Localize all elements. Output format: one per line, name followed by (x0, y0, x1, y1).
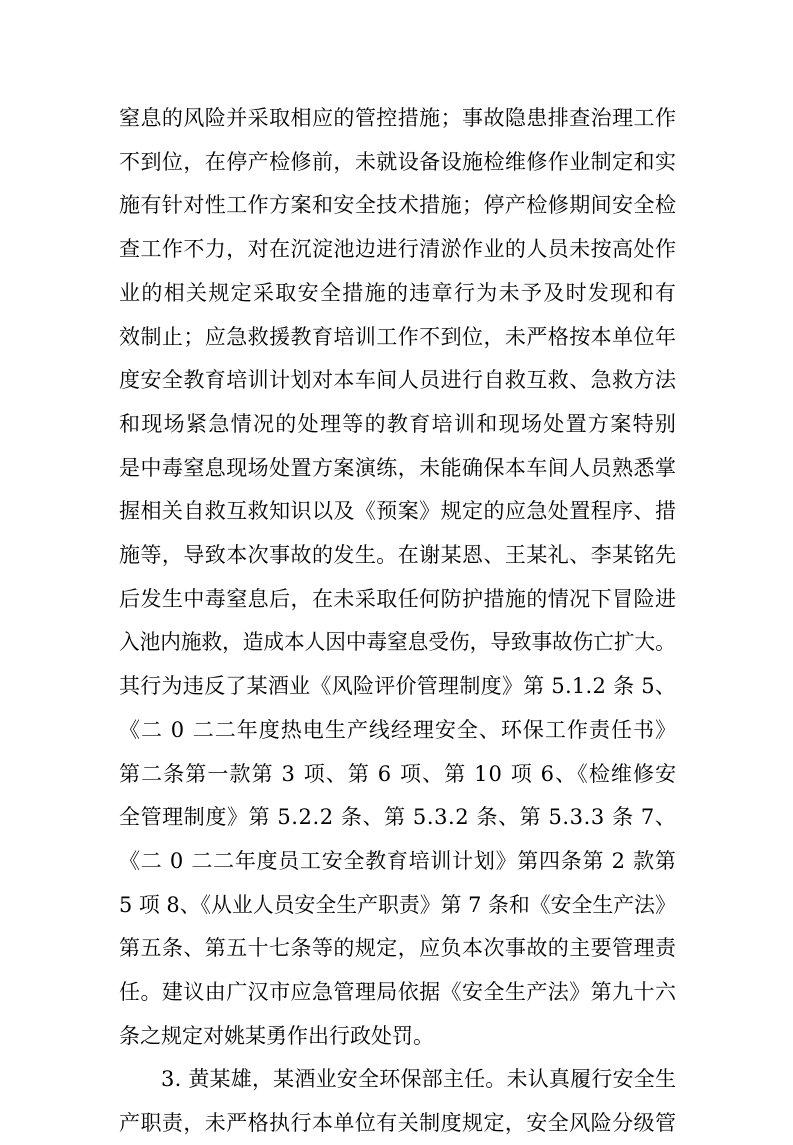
text-line: 第五条、第五十七条等的规定，应负本次事故的主要管理责 (119, 936, 677, 960)
text-line: 全管理制度》第 5.2.2 条、第 5.3.2 条、第 5.3.3 条 7、 (119, 805, 677, 829)
text-line: 其行为违反了某酒业《风险评价管理制度》第 5.1.2 条 5、 (119, 674, 677, 698)
text-line: 度安全教育培训计划对本车间人员进行自救互救、急救方法 (119, 368, 677, 392)
text-line: 《二 0 二二年度员工安全教育培训计划》第四条第 2 款第 (119, 849, 677, 873)
text-line: 查工作不力，对在沉淀池边进行清淤作业的人员未按高处作 (119, 237, 677, 261)
text-line: 《二 0 二二年度热电生产线经理安全、环保工作责任书》 (119, 718, 677, 742)
text-line: 和现场紧急情况的处理等的教育培训和现场处置方案特别 (119, 412, 678, 436)
text-line: 握相关自救互救知识以及《预案》规定的应急处置程序、措 (119, 499, 677, 523)
text-line: 任。建议由广汉市应急管理局依据《安全生产法》第九十六 (119, 980, 677, 1004)
text-line: 后发生中毒窒息后，在未采取任何防护措施的情况下冒险进 (119, 587, 677, 611)
text-line: 是中毒窒息现场处置方案演练，未能确保本车间人员熟悉掌 (119, 456, 677, 480)
text-line: 入池内施救，造成本人因中毒窒息受伤，导致事故伤亡扩大。 (119, 630, 676, 654)
text-line: 业的相关规定采取安全措施的违章行为未予及时发现和有 (119, 281, 678, 305)
text-line: 条之规定对姚某勇作出行政处罚。 (119, 1024, 434, 1048)
text-line: 窒息的风险并采取相应的管控措施；事故隐患排查治理工作 (119, 106, 677, 130)
text-line: 不到位，在停产检修前，未就设备设施检维修作业制定和实 (119, 150, 677, 174)
text-line: 施等，导致本次事故的发生。在谢某恩、王某礼、李某铭先 (119, 543, 677, 567)
paragraph-start-line: 3. 黄某雄，某酒业安全环保部主任。未认真履行安全生 (161, 1067, 677, 1091)
text-line: 产职责，未严格执行本单位有关制度规定，安全风险分级管 (119, 1111, 677, 1135)
text-line: 第二条第一款第 3 项、第 6 项、第 10 项 6、《检维修安 (119, 762, 678, 786)
text-line: 施有针对性工作方案和安全技术措施；停产检修期间安全检 (119, 193, 677, 217)
text-line: 5 项 8、《从业人员安全生产职责》第 7 条和《安全生产法》 (119, 893, 676, 917)
text-line: 效制止；应急救援教育培训工作不到位，未严格按本单位年 (119, 325, 677, 349)
